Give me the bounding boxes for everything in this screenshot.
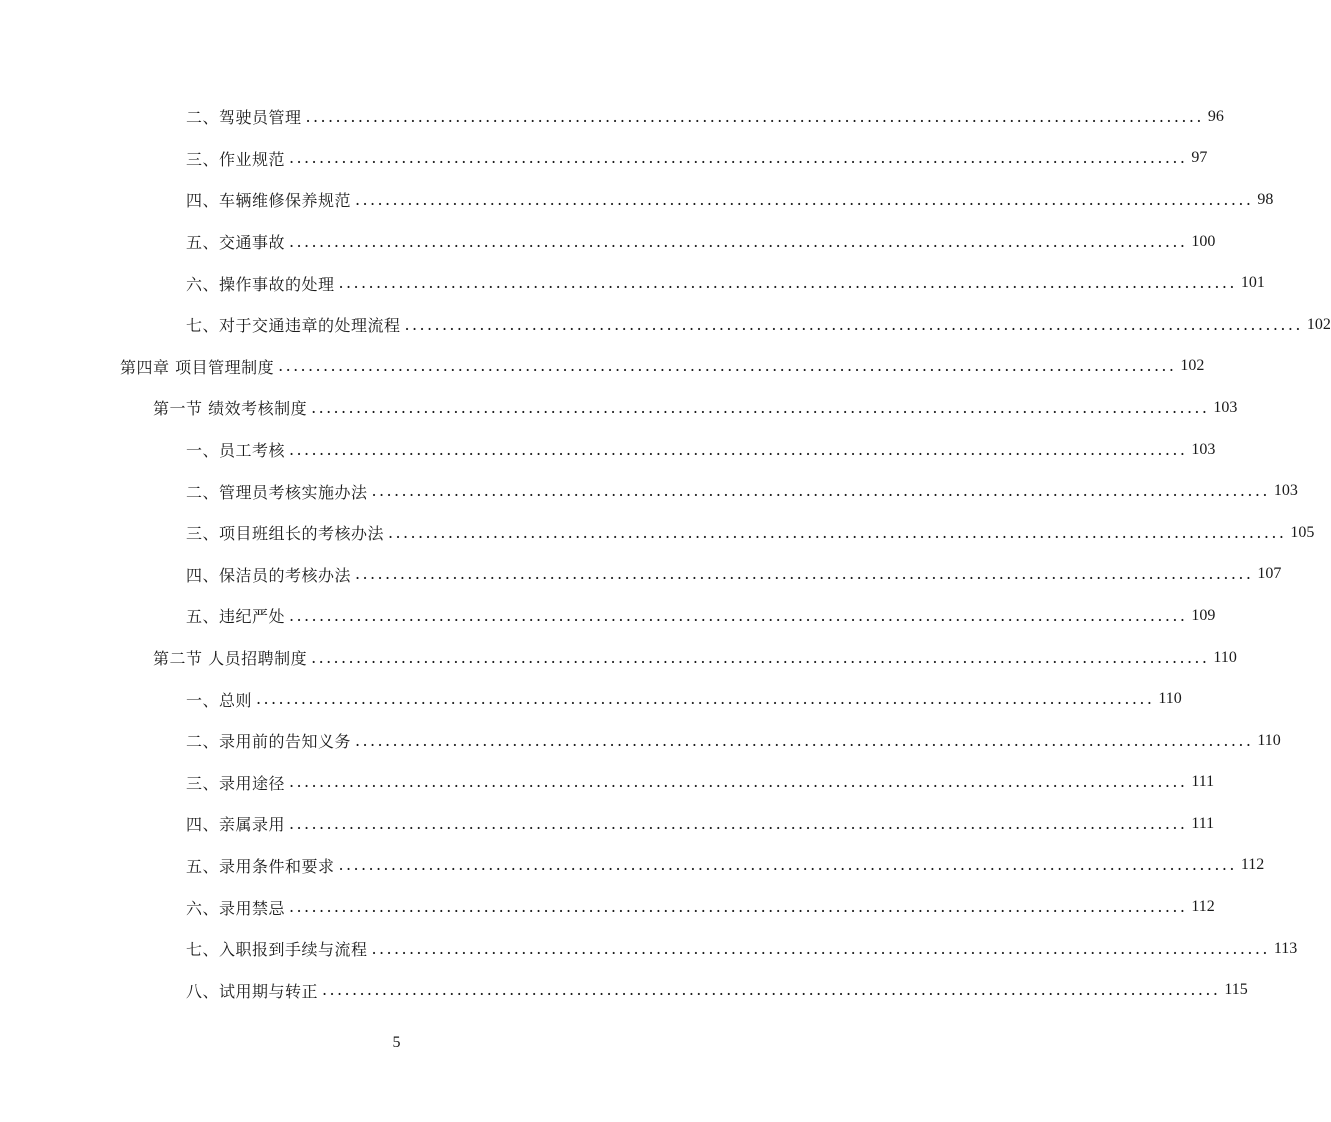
toc-entry-page: 111	[1191, 773, 1215, 791]
toc-dot-leader: ........................................................................................................................	[311, 647, 1210, 667]
toc-entry-page: 102	[1306, 315, 1331, 333]
toc-entry[interactable]	[0, 512, 1315, 554]
toc-entry[interactable]	[0, 346, 1205, 388]
toc-entry-title: 六、操作事故的处理	[186, 274, 335, 294]
toc-entry-title: 五、违纪严处	[186, 607, 286, 627]
toc-dot-leader: ........................................................................................................................	[289, 605, 1188, 625]
toc-entry-page: 97	[1191, 149, 1208, 167]
toc-entry-title: 第一节 绩效考核制度	[153, 399, 308, 419]
toc-entry-page: 101	[1240, 274, 1265, 292]
toc-dot-leader: ........................................................................................................................	[311, 397, 1210, 417]
toc-entry[interactable]	[0, 179, 1274, 221]
toc-dot-leader: ........................................................................................................................	[289, 231, 1188, 251]
toc-entry[interactable]	[0, 720, 1281, 762]
toc-entry[interactable]	[0, 803, 1215, 845]
toc-entry-page: 109	[1191, 606, 1216, 624]
toc-dot-leader: ........................................................................................................................	[289, 148, 1188, 168]
toc-dot-leader: ........................................................................................................................	[289, 897, 1188, 917]
toc-entry[interactable]	[0, 304, 1331, 346]
toc-dot-leader: ........................................................................................................................	[355, 189, 1254, 209]
toc-entry[interactable]	[0, 845, 1265, 887]
toc-entry-title: 三、录用途径	[186, 773, 286, 793]
toc-entry-title: 七、对于交通违章的处理流程	[186, 316, 401, 336]
toc-entry-title: 三、项目班组长的考核办法	[186, 524, 385, 544]
toc-dot-leader: ........................................................................................................................	[322, 980, 1221, 1000]
toc-entry[interactable]	[0, 886, 1215, 928]
toc-entry-page: 98	[1257, 190, 1274, 208]
toc-entry-page: 113	[1273, 939, 1298, 957]
toc-entry-title: 四、保洁员的考核办法	[186, 565, 352, 585]
toc-entry-page: 96	[1207, 107, 1224, 125]
toc-entry-title: 七、入职报到手续与流程	[186, 940, 368, 960]
toc-entry-page: 103	[1273, 482, 1298, 500]
toc-dot-leader: ........................................................................................................................	[289, 813, 1188, 833]
table-of-contents	[0, 96, 1331, 1011]
toc-entry[interactable]	[0, 221, 1216, 263]
toc-dot-leader: ........................................................................................................................	[338, 855, 1237, 875]
toc-entry[interactable]	[0, 762, 1215, 804]
toc-entry-page: 107	[1257, 565, 1282, 583]
toc-entry-title: 一、员工考核	[186, 441, 286, 461]
toc-dot-leader: ........................................................................................................................	[256, 689, 1155, 709]
toc-entry[interactable]	[0, 96, 1224, 138]
toc-dot-leader: ........................................................................................................................	[388, 522, 1287, 542]
toc-entry-page: 103	[1191, 440, 1216, 458]
toc-entry-page: 112	[1191, 898, 1215, 916]
toc-entry[interactable]	[0, 262, 1265, 304]
toc-entry-page: 102	[1180, 357, 1205, 375]
toc-entry[interactable]	[0, 138, 1208, 180]
toc-dot-leader: ........................................................................................................................	[355, 730, 1254, 750]
toc-entry-page: 112	[1240, 856, 1265, 874]
toc-dot-leader: ........................................................................................................................	[289, 772, 1188, 792]
toc-entry-page: 103	[1213, 398, 1238, 416]
toc-entry-title: 四、车辆维修保养规范	[186, 191, 352, 211]
toc-entry[interactable]	[0, 387, 1238, 429]
toc-entry-title: 二、录用前的告知义务	[186, 732, 352, 752]
toc-entry-title: 一、总则	[186, 690, 253, 710]
page-number: 5	[392, 1034, 401, 1051]
toc-entry-title: 三、作业规范	[186, 149, 286, 169]
toc-entry-title: 第四章 项目管理制度	[120, 357, 275, 377]
toc-entry-title: 二、管理员考核实施办法	[186, 482, 368, 502]
toc-dot-leader: ........................................................................................................................	[404, 314, 1303, 334]
toc-entry-title: 六、录用禁忌	[186, 898, 286, 918]
toc-entry-title: 八、试用期与转正	[186, 981, 319, 1001]
toc-entry-page: 105	[1290, 523, 1315, 541]
toc-dot-leader: ........................................................................................................................	[289, 439, 1188, 459]
toc-entry-title: 二、驾驶员管理	[186, 108, 302, 128]
toc-entry-page: 100	[1191, 232, 1216, 250]
toc-entry[interactable]	[0, 470, 1298, 512]
toc-entry-title: 五、交通事故	[186, 233, 286, 253]
toc-dot-leader: ........................................................................................................................	[371, 938, 1270, 958]
toc-entry-page: 110	[1213, 648, 1237, 666]
toc-entry[interactable]	[0, 969, 1248, 1011]
toc-entry[interactable]	[0, 678, 1182, 720]
toc-entry-page: 110	[1257, 731, 1281, 749]
toc-dot-leader: ........................................................................................................................	[278, 356, 1177, 376]
toc-dot-leader: ........................................................................................................................	[355, 564, 1254, 584]
toc-entry[interactable]	[0, 429, 1216, 471]
toc-entry-page: 111	[1191, 814, 1215, 832]
toc-entry-page: 110	[1158, 690, 1182, 708]
toc-dot-leader: ........................................................................................................................	[371, 481, 1270, 501]
toc-entry-title: 四、亲属录用	[186, 815, 286, 835]
toc-entry[interactable]	[0, 595, 1216, 637]
toc-entry-title: 第二节 人员招聘制度	[153, 649, 308, 669]
toc-entry-title: 五、录用条件和要求	[186, 856, 335, 876]
toc-dot-leader: ........................................................................................................................	[338, 273, 1237, 293]
toc-dot-leader: ........................................................................................................................	[305, 106, 1204, 126]
toc-entry[interactable]	[0, 554, 1282, 596]
toc-entry-page: 115	[1224, 981, 1248, 999]
toc-entry[interactable]	[0, 928, 1298, 970]
toc-entry[interactable]	[0, 637, 1237, 679]
